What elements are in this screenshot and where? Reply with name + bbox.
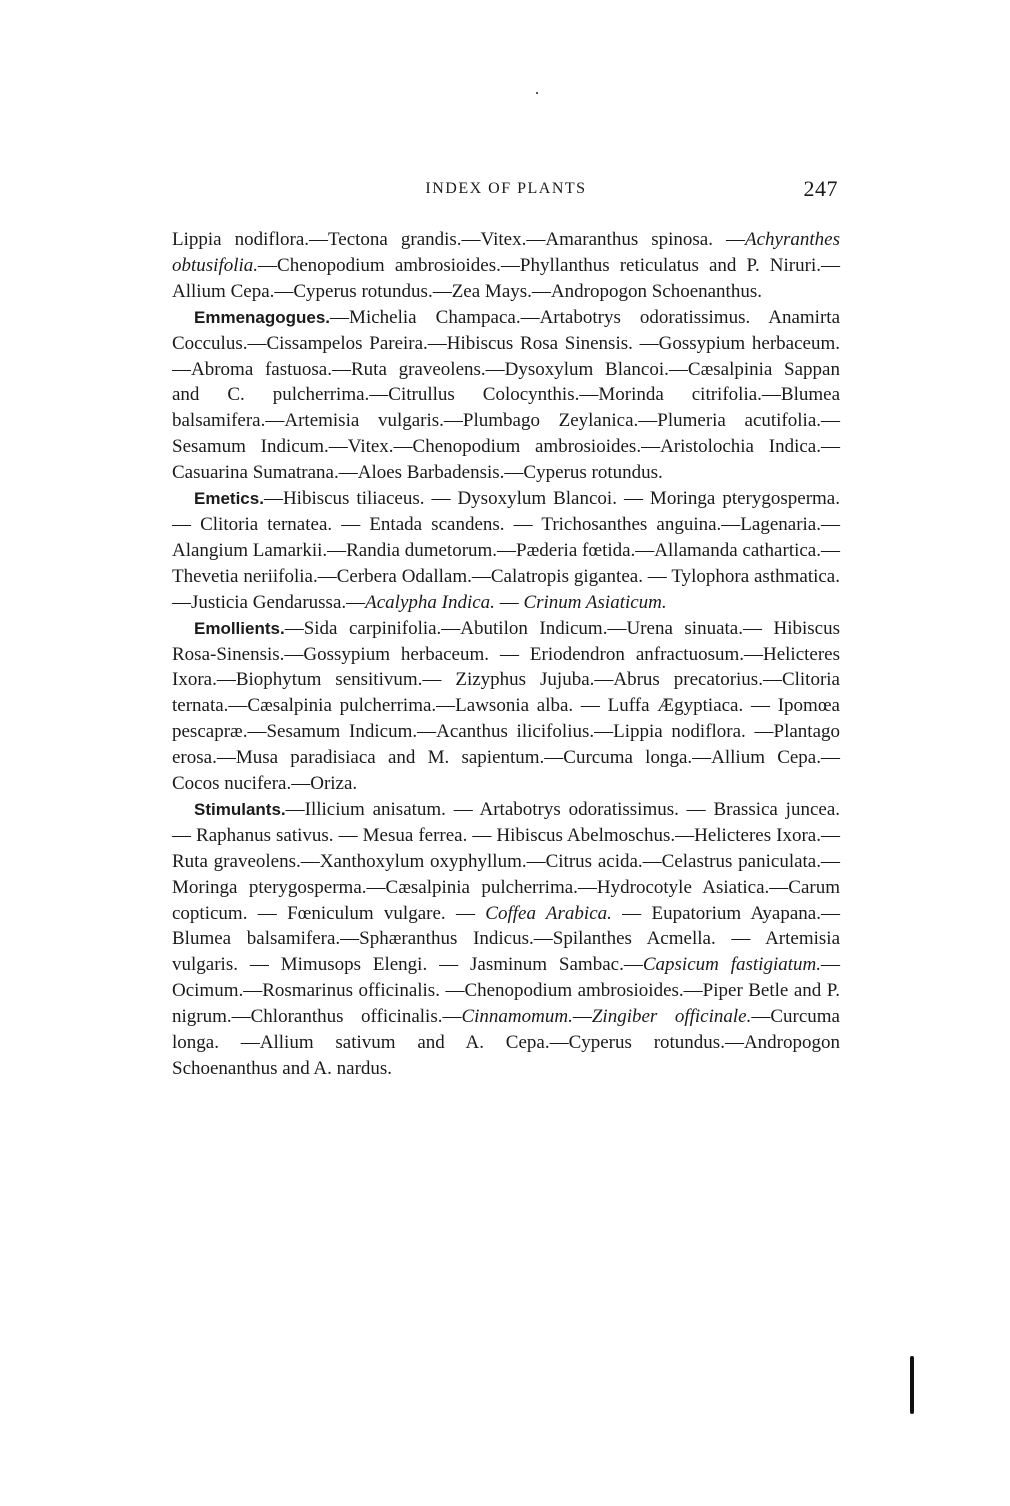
stray-speck [536, 92, 538, 94]
margin-ink-mark [910, 1356, 914, 1414]
text-run: — [572, 1006, 592, 1028]
text-run: —Michelia Champaca.—Artabotrys odoratissimus. Anamirta Cocculus.—Cissampelos Pareira.—Hibiscus Rosa Sinensis. —Gossypium herbaceum.—Abroma fastuosa.—Ruta graveolens.—Dysoxylum Blancoi.—Cæsalpinia Sappan and C. pulcherrima.—Citrullus Colocynthis.—Morinda citrifolia.—Blumea balsamifera.—Artemisia vulgaris.—Plumbago Zeylanica.—Plumeria acutifolia.—Sesamum Indicum.—Vitex.—Chenopodium ambrosioides.—Aristolochia Indica.— Casuarina Sumatrana.—Aloes Barbadensis.—Cyperus rotundus. [172, 306, 840, 484]
section-emetics [172, 486, 840, 616]
section-emollients [172, 616, 840, 797]
text-run: —Illicium anisatum. — Artabotrys odoratissimus. — Brassica juncea. — Raphanus sativus. — Mesua ferrea. — Hibiscus Abelmoschus.—Helicteres Ixora.—Ruta graveolens.—Xanthoxylum oxyphyllum.—Citrus acida.—Celastrus paniculata.—Moringa pterygosperma.—Cæsalpinia pulcherrima.—Hydrocotyle Asiatica.—Carum copticum. — Fœniculum vulgare. — [172, 798, 840, 924]
section-heading: Emollients. [194, 618, 285, 638]
running-title: INDEX OF PLANTS [425, 180, 587, 197]
text-run: — Eupatorium Ayapana.—Blumea balsamifera.—Sphæranthus Indicus.—Spilanthes Acmella. — Artemisia vulgaris. — Mimusops Elengi. — Jasminum Sambac.— [172, 902, 840, 976]
text-run: —Ocimum.—Rosmarinus officinalis. —Chenopodium ambrosioides.—Piper Betle and P. nigrum.—Chloranthus officinalis.— [172, 954, 840, 1028]
section-stimulants [172, 797, 840, 1082]
text-run: — [494, 591, 524, 613]
text-run: Lippia nodiflora.—Tectona grandis.—Vitex.—Amaranthus spinosa. — [172, 229, 746, 250]
text-run-italic: Capsicum fastigiatum. [642, 954, 821, 976]
index-text [172, 227, 840, 1082]
text-run-italic: Acalypha Indica. [365, 591, 495, 613]
text-run-italic: Coffea Arabica. [485, 902, 612, 924]
section-heading: Emmenagogues. [194, 307, 331, 327]
continuation-paragraph [172, 227, 840, 305]
text-run: —Hibiscus tiliaceus. — Dysoxylum Blancoi. — Moringa pterygosperma.— Clitoria ternatea. — Entada scandens. — Trichosanthes anguina.—Lagenaria.—Alangium Lamarkii.—Randia dumetorum.—Pæderia fœtida.—Allamanda cathartica.—Thevetia neriifolia.—Cerbera Odallam.—Calatropis gigantea. — Tylophora asthmatica.—Justicia Gendarussa.— [172, 488, 840, 613]
text-run: —Sida carpinifolia.—Abutilon Indicum.—Urena sinuata.— Hibiscus Rosa-Sinensis.—Gossypium herbaceum. — Eriodendron anfractuosum.—Helicteres Ixora.—Biophytum sensitivum.— Zizyphus Jujuba.—Abrus precatorius.—Clitoria ternata.—Cæsalpinia pulcherrima.—Lawsonia alba. — Luffa Ægyptiaca. — Ipomœa pescapræ.—Sesamum Indicum.—Acanthus ilicifolius.—Lippia nodiflora. —Plantago erosa.—Musa paradisiaca and M. sapientum.—Curcuma longa.—Allium Cepa.—Cocos nucifera.—Oriza. [172, 617, 840, 795]
text-run-italic: Achyranthes obtusifolia. [172, 229, 840, 276]
section-heading: Stimulants. [194, 799, 286, 819]
section-heading: Emetics. [194, 489, 264, 509]
page-header [172, 176, 840, 206]
text-run: —Curcuma longa. —Allium sativum and A. Cepa.—Cyperus rotundus.—Andropogon Schoenanthus and A. nardus. [172, 1006, 840, 1079]
text-run-italic: Crinum Asiaticum. [523, 591, 667, 613]
text-run-italic: Cinnamomum. [461, 1006, 573, 1028]
section-emmenagogues [172, 305, 840, 486]
page-number: 247 [803, 176, 838, 201]
text-run: —Chenopodium ambrosioides.—Phyllanthus reticulatus and P. Niruri.—Allium Cepa.—Cyperus rotundus.—Zea Mays.—Andropogon Schoenanthus. [172, 254, 840, 302]
text-run-italic: Zingiber officinale. [591, 1006, 752, 1028]
